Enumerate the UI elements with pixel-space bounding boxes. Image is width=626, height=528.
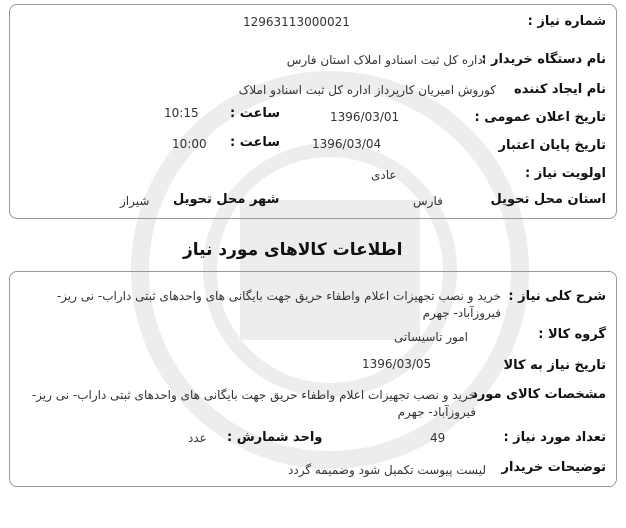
need-date-label: تاریخ نیاز به کالا (503, 358, 606, 373)
announce-date-value: 1396/03/01 (330, 110, 400, 124)
unit-label: واحد شمارش : (227, 430, 323, 445)
buyer-org-value: اداره کل ثبت اسنادو املاک استان فارس (286, 53, 486, 67)
announce-time-label: ساعت : (230, 106, 281, 121)
section-title: اطلاعات کالاهای مورد نیاز (183, 240, 403, 260)
expiry-date-value: 1396/03/04 (312, 137, 382, 151)
need-date-value: 1396/03/05 (362, 357, 432, 371)
general-desc-value: خرید و نصب تجهیزات اعلام واطفاء حریق جهت بایگانی های واحدهای ثبتی داراب- نی ریز- فیروزآباد- جهرم (56, 289, 501, 320)
delivery-province-label: استان محل تحویل (490, 192, 606, 207)
expiry-date-label: تاریخ پایان اعتبار (498, 138, 606, 153)
expiry-time-label: ساعت : (230, 135, 281, 150)
announce-date-label: تاریخ اعلان عمومی : (474, 110, 606, 125)
priority-label: اولویت نیاز : (524, 166, 606, 181)
need-number-value: 12963113000021 (243, 15, 350, 29)
specs-label: مشخصات کالای مورد (471, 387, 606, 402)
delivery-province-value: فارس (413, 194, 443, 208)
expiry-time-value: 10:00 (172, 137, 207, 151)
goods-group-value: امور تاسیساتی (394, 330, 468, 344)
buyer-org-label: نام دستگاه خریدار : (481, 52, 606, 67)
need-number-label: شماره نیاز : (527, 14, 606, 29)
delivery-city-value: شیراز (120, 194, 150, 208)
quantity-label: تعداد مورد نیاز : (503, 430, 606, 445)
announce-time-value: 10:15 (164, 106, 199, 120)
goods-group-label: گروه کالا : (538, 327, 606, 342)
buyer-notes-value: لیست پیوست تکمیل شود وضمیمه گردد (288, 463, 486, 477)
creator-value: کوروش امیریان کارپرداز اداره کل ثبت اسنادو املاک (238, 83, 496, 97)
specs-value: خرید و نصب تجهیزات اعلام واطفاء حریق جهت بایگانی های واحدهای ثبتی داراب- نی ریز- فیروزآباد- جهرم (31, 388, 476, 419)
unit-value: عدد (188, 431, 207, 445)
quantity-value: 49 (430, 431, 446, 445)
buyer-notes-label: توضیحات خریدار (501, 460, 606, 475)
priority-value: عادی (371, 168, 397, 182)
creator-label: نام ایجاد کننده (514, 82, 606, 97)
delivery-city-label: شهر محل تحویل (173, 192, 280, 207)
general-desc-label: شرح کلی نیاز : (508, 289, 606, 304)
